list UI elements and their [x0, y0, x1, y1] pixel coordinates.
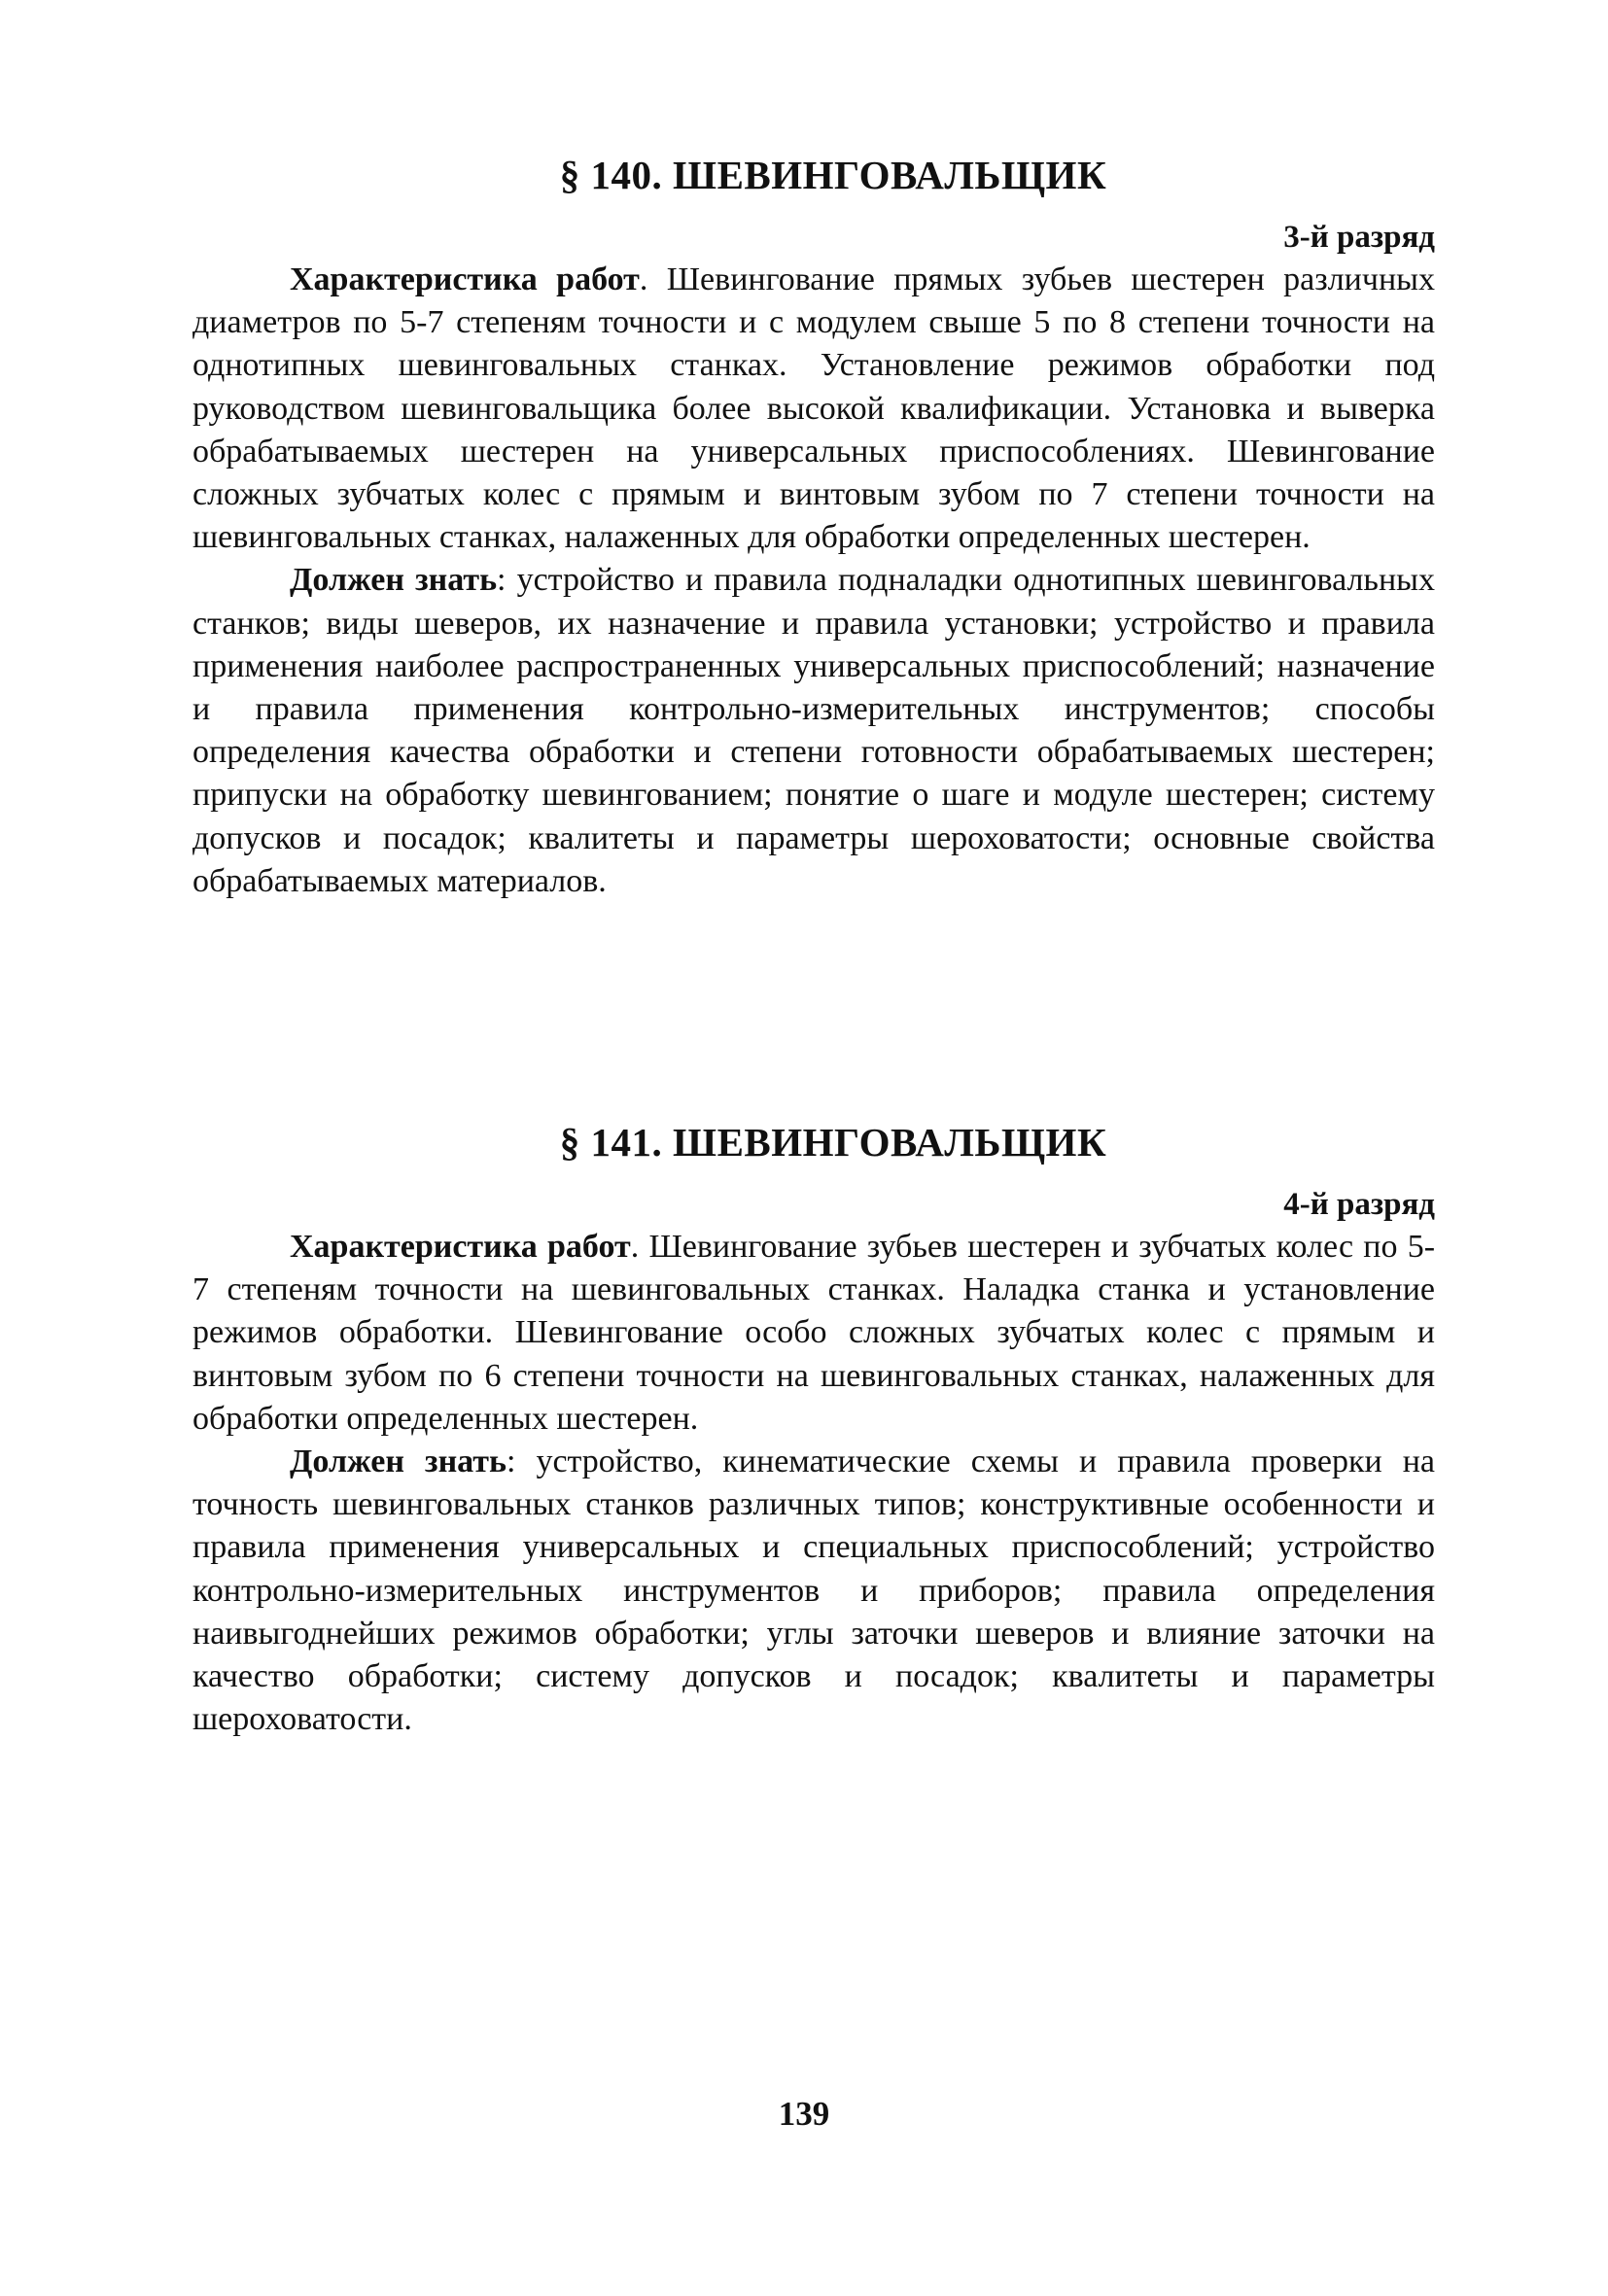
grade-label: 3-й разряд — [1283, 220, 1435, 255]
required-knowledge-paragraph — [192, 1441, 1435, 1741]
work-characteristics-paragraph — [192, 1226, 1435, 1441]
section-141 — [192, 1113, 1435, 1741]
work-characteristics-text: . Шевингование прямых зубьев шестерен различных диаметров по 5-7 степеням точности и с модулем свыше 5 по 8 степени точности на однотипных шевинговальных станках. Установление режимов обработки под руководством шевинговальщика более высокой квалификации. Установка и выверка обрабатываемых шестерен на универсальных приспособлениях. Шевингование сложных зубчатых колес с прямым и винтовым зубом по 7 степени точности на шевинговальных станках, налаженных для обработки определенных шестерен. — [192, 261, 1436, 556]
required-knowledge-lead: Должен знать — [290, 1444, 507, 1480]
page-number: 139 — [778, 2095, 830, 2133]
work-characteristics-lead: Характеристика работ — [290, 1229, 631, 1265]
required-knowledge-paragraph — [192, 559, 1435, 903]
grade-label: 4-й разряд — [1283, 1187, 1435, 1222]
required-knowledge-text: : устройство, кинематические схемы и правила проверки на точность шевинговальных станков различных типов; конструктивные особенности и правила применения универсальных и специальных приспособлений; устройство контрольно-измерительных инструментов и приборов; правила определения наивыгоднейших режимов обработки; углы заточки шеверов и влияние заточки на качество обработки; систему допусков и посадок; квалитеты и параметры шероховатости. — [192, 1444, 1435, 1738]
work-characteristics-paragraph — [192, 259, 1435, 559]
work-characteristics-text: . Шевингование зубьев шестерен и зубчатых колес по 5-7 степеням точности на шевинговальных станках. Наладка станка и установление режимов обработки. Шевингование особо сложных зубчатых колес с прямым и винтовым зубом по 6 степени точности на шевинговальных станках, налаженных для обработки определенных шестерен. — [192, 1229, 1436, 1437]
section-title: § 140. ШЕВИНГОВАЛЬЩИК — [559, 153, 1107, 197]
section-140 — [192, 146, 1435, 903]
required-knowledge-lead: Должен знать — [290, 562, 498, 599]
section-title: § 141. ШЕВИНГОВАЛЬЩИК — [559, 1120, 1107, 1165]
required-knowledge-text: : устройство и правила подналадки однотипных шевинговальных станков; виды шеверов, их назначение и правила установки; устройство и правила применения наиболее распространенных универсальных приспособлений; назначение и правила применения контрольно-измерительных инструментов; способы определения качества обработки и степени готовности обрабатываемых шестерен; припуски на обработку шевингованием; понятие о шаге и модуле шестерен; систему допусков и посадок; квалитеты и параметры шероховатости; основные свойства обрабатываемых материалов. — [192, 562, 1435, 899]
work-characteristics-lead: Характеристика работ — [290, 261, 640, 297]
